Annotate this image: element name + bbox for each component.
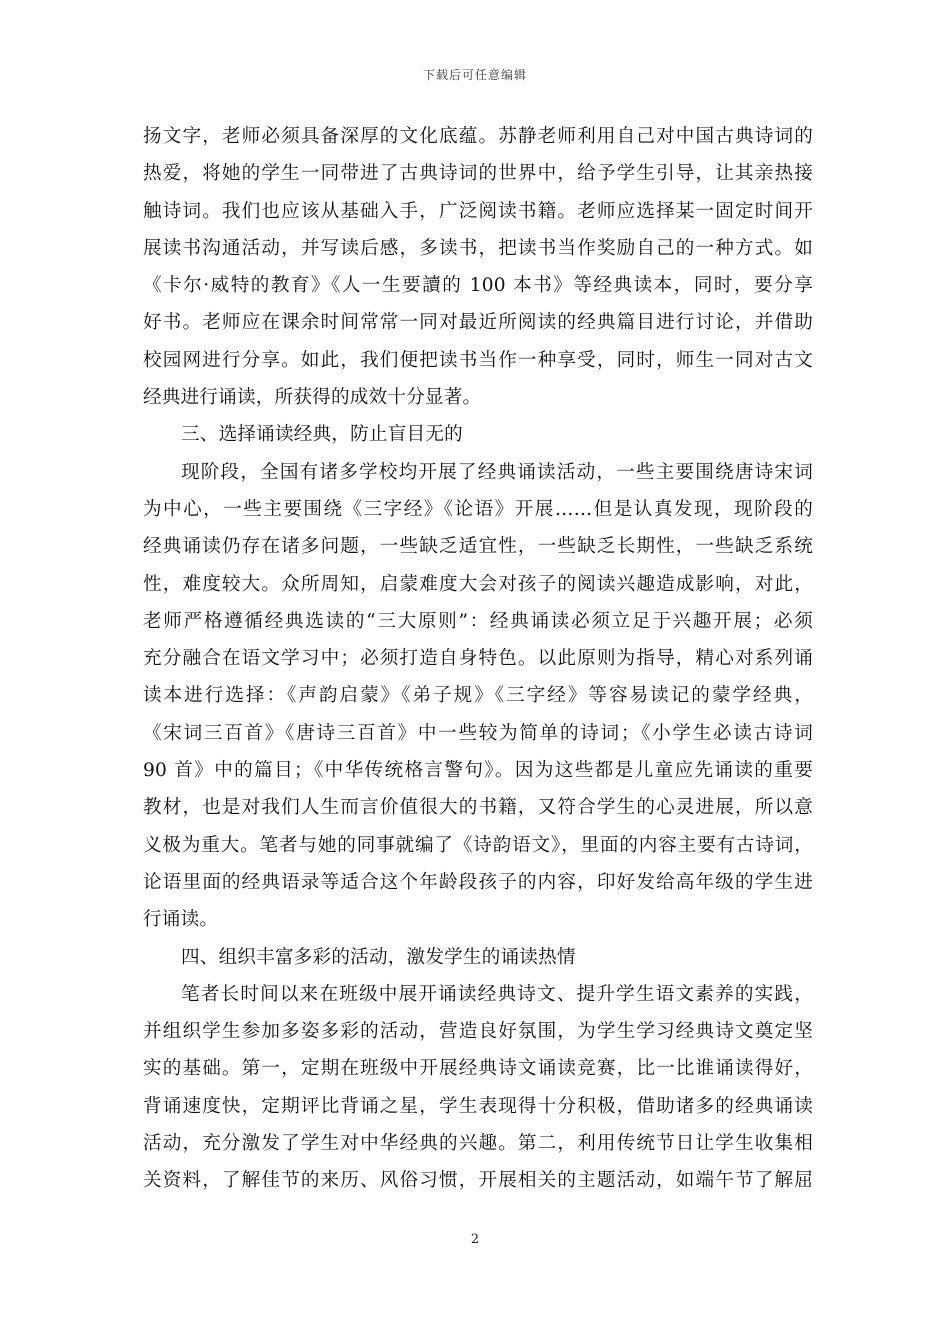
body-line: 展读书沟通活动，并写读后感，多读书，把读书当作奖励自己的一种方式。如 <box>143 237 813 259</box>
body-line: 性，难度较大。众所周知，启蒙难度大会对孩子的阅读兴趣造成影响，对此， <box>143 573 813 595</box>
body-line: 并组织学生参加多姿多彩的活动，营造良好氛围，为学生学习经典诗文奠定坚 <box>143 1021 813 1043</box>
body-line: 《宋词三百首》《唐诗三百首》中一些较为简单的诗词；《小学生必读古诗词 <box>143 722 813 744</box>
body-line: 校园网进行分享。如此，我们便把读书当作一种享受，同时，师生一同对古文 <box>143 349 813 371</box>
body-line: 触诗词。我们也应该从基础入手，广泛阅读书籍。老师应选择某一固定时间开 <box>143 200 813 222</box>
body-line: 教材，也是对我们人生而言价值很大的书籍，又符合学生的心灵进展，所以意 <box>143 797 813 819</box>
body-line: 背诵速度快，定期评比背诵之星，学生表现得十分积极，借助诸多的经典诵读 <box>143 1095 813 1117</box>
body-line: 读本进行选择：《声韵启蒙》《弟子规》《三字经》等容易读记的蒙学经典， <box>143 685 813 707</box>
document-body <box>143 124 813 1206</box>
body-line: 好书。老师应在课余时间常常一同对最近所阅读的经典篇目进行讨论，并借助 <box>143 312 813 334</box>
body-line: 行诵读。 <box>143 909 219 931</box>
section-heading: 三、选择诵读经典，防止盲目无的 <box>181 424 463 446</box>
page-number: 2 <box>470 1232 480 1247</box>
body-line: 热爱，将她的学生一同带进了古典诗词的世界中，给予学生引导，让其亲热接 <box>143 163 813 185</box>
paragraph-first-line: 笔者长时间以来在班级中展开诵读经典诗文、提升学生语文素养的实践， <box>181 983 813 1005</box>
body-line: 充分融合在语文学习中；必须打造自身特色。以此原则为指导，精心对系列诵 <box>143 648 813 670</box>
body-line: 《卡尔·威特的教育》《人一生要讀的 100 本书》等经典读本，同时，要分享 <box>143 275 813 297</box>
body-line: 经典进行诵读，所获得的成效十分显著。 <box>143 387 482 409</box>
body-line: 实的基础。第一，定期在班级中开展经典诗文诵读竞赛，比一比谁诵读得好， <box>143 1058 813 1080</box>
paragraph-first-line: 现阶段，全国有诸多学校均开展了经典诵读活动，一些主要围绕唐诗宋词 <box>181 461 813 483</box>
section-heading: 四、组织丰富多彩的活动，激发学生的诵读热情 <box>181 946 576 968</box>
body-line: 论语里面的经典语录等适合这个年龄段孩子的内容，印好发给高年级的学生进 <box>143 871 813 893</box>
body-line: 为中心，一些主要围绕《三字经》《论语》开展……但是认真发现，现阶段的 <box>143 498 813 520</box>
body-line: 经典诵读仍存在诸多问题，一些缺乏适宜性，一些缺乏长期性，一些缺乏系统 <box>143 536 813 558</box>
body-line: 老师严格遵循经典选读的“三大原则”：经典诵读必须立足于兴趣开展；必须 <box>143 610 813 632</box>
body-line: 义极为重大。笔者与她的同事就编了《诗韵语文》，里面的内容主要有古诗词， <box>143 834 813 856</box>
body-line: 扬文字，老师必须具备深厚的文化底蕴。苏静老师利用自己对中国古典诗词的 <box>143 126 813 147</box>
body-line: 关资料，了解佳节的来历、风俗习惯，开展相关的主题活动，如端午节了解屈 <box>143 1170 813 1192</box>
body-line: 90 首》中的篇目；《中华传统格言警句》。因为这些都是儿童应先诵读的重要 <box>143 760 813 782</box>
body-line: 活动，充分激发了学生对中华经典的兴趣。第二，利用传统节日让学生收集相 <box>143 1133 813 1155</box>
page-header: 下载后可任意编辑 <box>422 68 527 82</box>
